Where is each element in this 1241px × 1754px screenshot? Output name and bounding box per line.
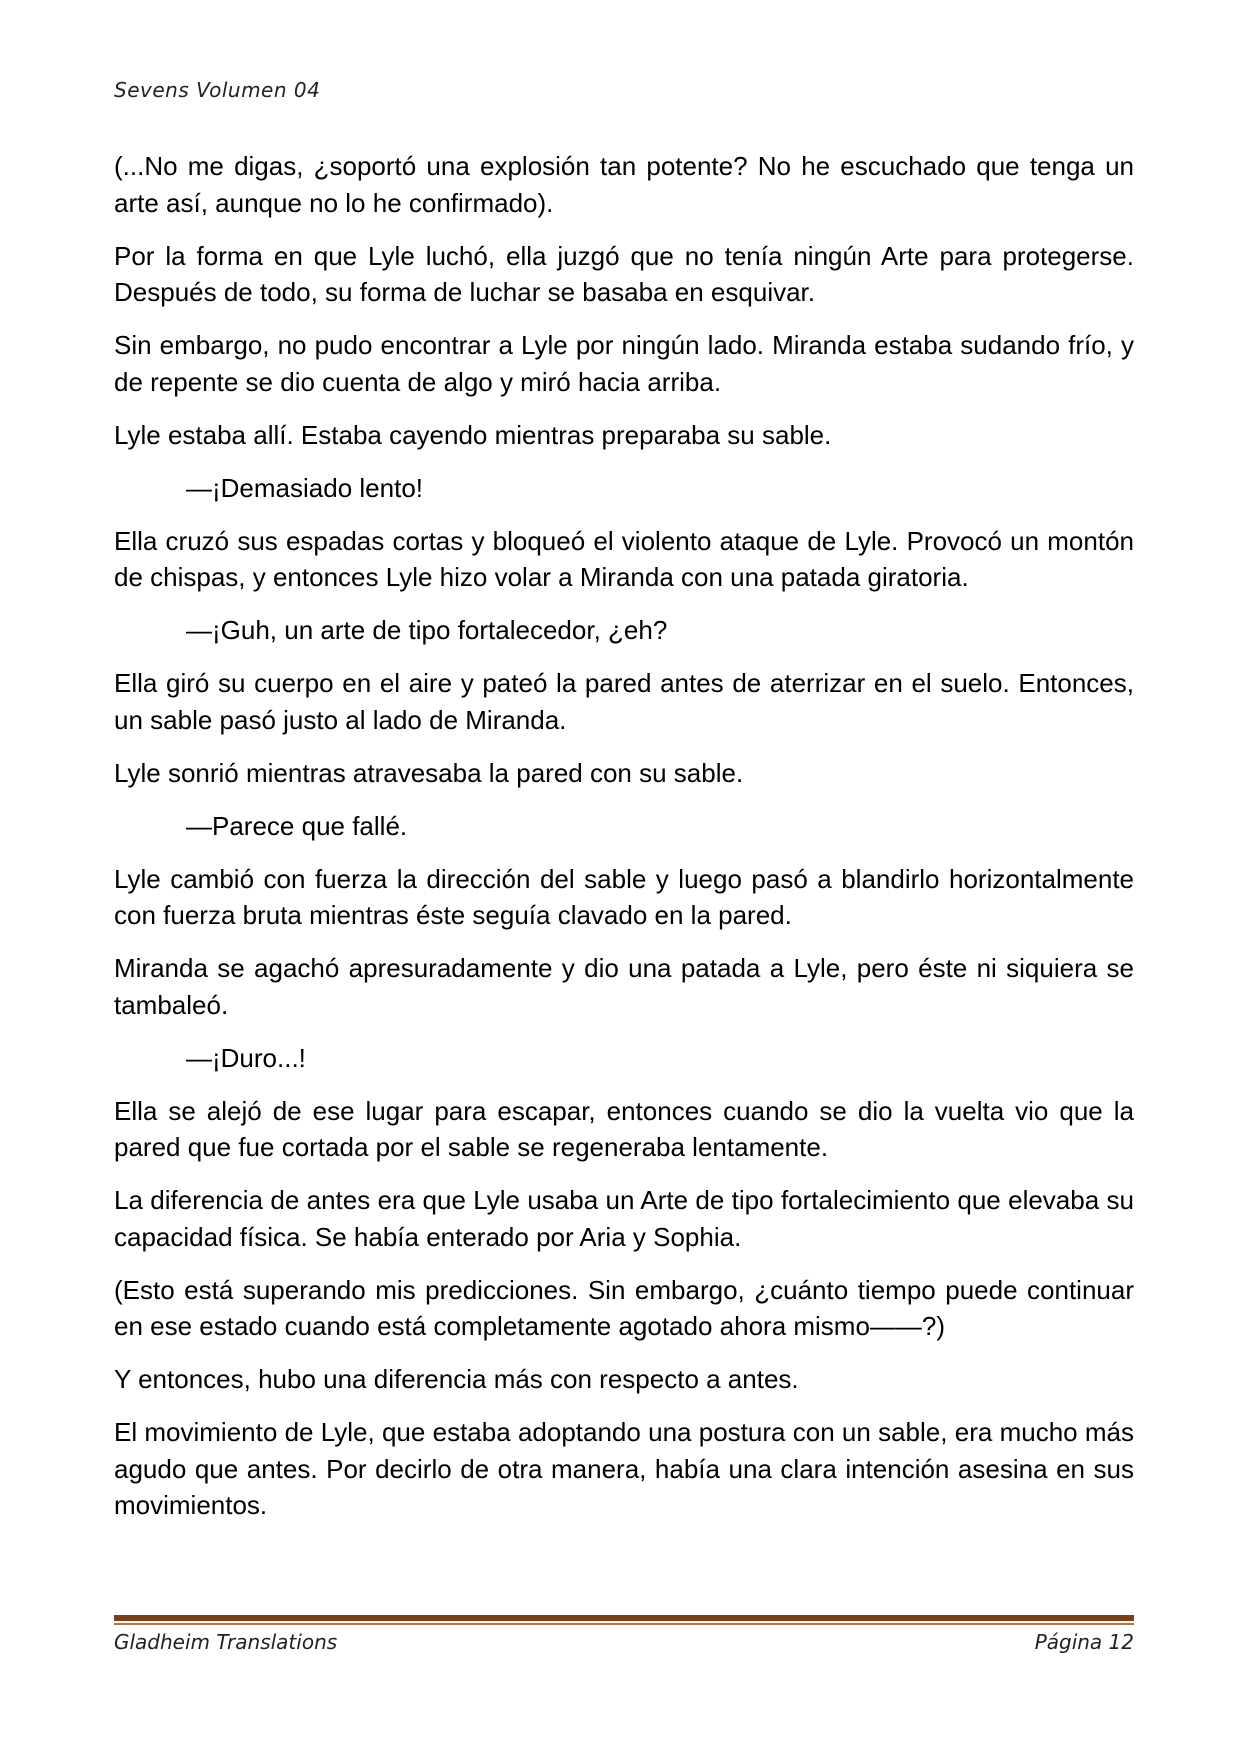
- footer-rule: [114, 1615, 1134, 1621]
- page-number: Página 12: [1034, 1630, 1134, 1654]
- footer-rule-thin: [114, 1623, 1134, 1625]
- paragraph: Sin embargo, no pudo encontrar a Lyle por ningún lado. Miranda estaba sudando frío, y de repente se dio cuenta de algo y miró hacia arriba.: [114, 330, 1134, 397]
- dialogue-line: —¡Demasiado lento!: [186, 472, 423, 503]
- paragraph: Ella cruzó sus espadas cortas y bloqueó el violento ataque de Lyle. Provocó un montón de chispas, y entonces Lyle hizo volar a Miranda con una patada giratoria.: [114, 525, 1134, 592]
- paragraph: Miranda se agachó apresuradamente y dio una patada a Lyle, pero éste ni siquiera se tambaleó.: [114, 953, 1134, 1020]
- paragraph: (Esto está superando mis predicciones. Sin embargo, ¿cuánto tiempo puede continuar en ese estado cuando está completamente agotado ahora mismo——?): [114, 1274, 1134, 1341]
- paragraph: Lyle estaba allí. Estaba cayendo mientras preparaba su sable.: [114, 419, 832, 450]
- paragraph: Lyle cambió con fuerza la dirección del sable y luego pasó a blandirlo horizontalmente con fuerza bruta mientras éste seguía clavado en la pared.: [114, 863, 1134, 930]
- paragraph: El movimiento de Lyle, que estaba adoptando una postura con un sable, era mucho más agudo que antes. Por decirlo de otra manera, había una clara intención asesina en sus movimientos.: [114, 1417, 1134, 1520]
- dialogue-line: —¡Guh, un arte de tipo fortalecedor, ¿eh?: [186, 615, 668, 645]
- paragraph: Lyle sonrió mientras atravesaba la pared con su sable.: [114, 757, 744, 788]
- paragraph: Por la forma en que Lyle luchó, ella juzgó que no tenía ningún Arte para protegerse. Después de todo, su forma de luchar se basaba en esquivar.: [114, 240, 1134, 307]
- paragraph: Y entonces, hubo una diferencia más con respecto a antes.: [114, 1364, 799, 1394]
- dialogue-line: —Parece que fallé.: [186, 810, 408, 841]
- running-header: Sevens Volumen 04: [114, 78, 321, 102]
- paragraph: Ella giró su cuerpo en el aire y pateó la pared antes de aterrizar en el suelo. Entonces, un sable pasó justo al lado de Miranda.: [114, 668, 1134, 735]
- paragraph: (...No me digas, ¿soportó una explosión tan potente? No he escuchado que tenga un arte así, aunque no lo he confirmado).: [114, 151, 1134, 218]
- footer-publisher: Gladheim Translations: [114, 1630, 338, 1654]
- dialogue-line: —¡Duro...!: [186, 1042, 306, 1073]
- body-text: [114, 148, 1134, 1540]
- paragraph: Ella se alejó de ese lugar para escapar, entonces cuando se dio la vuelta vio que la pared que fue cortada por el sable se regeneraba lentamente.: [114, 1095, 1134, 1162]
- paragraph: La diferencia de antes era que Lyle usaba un Arte de tipo fortalecimiento que elevaba su capacidad física. Se había enterado por Aria y Sophia.: [114, 1185, 1134, 1252]
